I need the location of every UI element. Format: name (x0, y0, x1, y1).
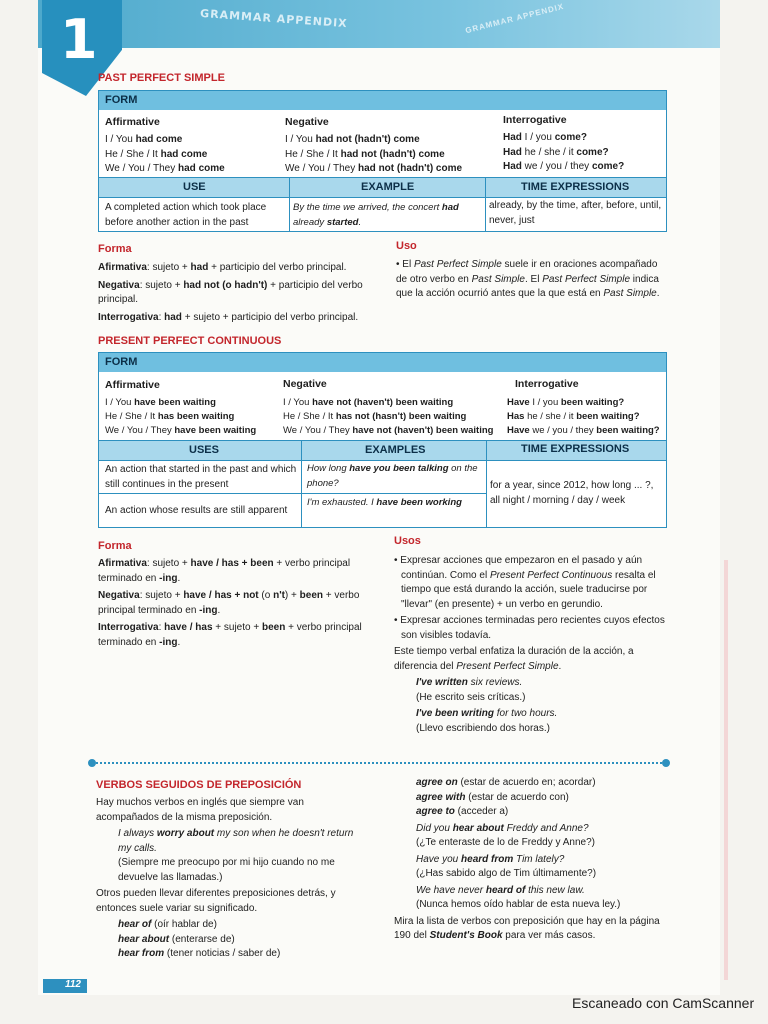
pps-use-text: A completed action which took place before another action in the past (105, 202, 267, 228)
verbos-right-column: agree on (estar de acuerdo en; acordar) agree with (estar de acuerdo con) agree to (acceder a) Did you hear about Freddy and Anne? (¿Te enteraste de lo de Freddy y Anne?) Have you heard from Tim lately? (¿Has sabido algo de Tim últimamente?) We have never heard of this new law. (Nunca hemos oído hablar de esta nueva ley.) Mira la lista de verbos con preposición que hay en la página 190 del Student's Book para ver más casos. (394, 777, 660, 941)
ppc-use1: An action that started in the past and which still continues in the present (105, 464, 297, 490)
band-text-2: GRAMMAR APPENDIX (464, 1, 566, 36)
pps-col-int: Interrogative (503, 114, 567, 126)
pps-example-label: EXAMPLE (361, 181, 415, 193)
ppc-int-lines: Have I / you been waiting? Has he / she / it been waiting? Have we / you / they been waiting? (507, 397, 660, 436)
ppc-time-text: for a year, since 2012, how long ... ?, all night / morning / day / week (490, 480, 654, 506)
pps-time-label: TIME EXPRESSIONS (521, 181, 630, 193)
page-number: 112 (65, 979, 81, 990)
band-text: GRAMMAR APPENDIX (199, 6, 349, 31)
ppc-forma-title: Forma (98, 540, 132, 552)
ppc-uses-label: USES (189, 444, 219, 456)
pps-table (98, 90, 667, 232)
ppc-aff-lines: I / You have been waiting He / She / It has been waiting We / You / They have been waiting (105, 397, 257, 436)
section-title-verbos: VERBOS SEGUIDOS DE PREPOSICIÓN (96, 779, 302, 791)
verbos-left-column: Hay muchos verbos en inglés que siempre van acompañados de la misma preposición. I always worry about my son when he doesn't return my calls. (Siempre me preocupo por mi hijo cuando no me devuelve las llamadas.) Otros pueden llevar diferentes preposiciones detrás, y entonces suele variar su significado. hear of (oír hablar de) hear about (enterarse de) hear from (tener noticias / saber de) (96, 797, 354, 959)
ppc-ex2: I'm exhausted. I have been working (307, 497, 462, 508)
pps-int-lines: Had I / you come? Had he / she / it come? Had we / you / they come? (503, 132, 625, 172)
ppc-examples-label: EXAMPLES (365, 444, 426, 456)
page-edge (724, 560, 728, 980)
pps-time-text: already, by the time, after, before, until, never, just (489, 200, 662, 226)
ppc-col-neg: Negative (283, 378, 327, 390)
ppc-forma-text: Afirmativa: sujeto + have / has + been + verbo principal terminado en -ing. Negativa: sujeto + have / has + not (o n't) + been + verbo principal terminado en -ing. Interrogativa: have / has + sujeto + been + verbo principal terminado en -ing. (98, 558, 362, 648)
ppc-time-label: TIME EXPRESSIONS (521, 443, 630, 455)
ppc-col-int: Interrogative (515, 378, 579, 390)
header-band (38, 0, 720, 48)
pps-example-text: By the time we arrived, the concert had already started. (293, 202, 459, 228)
pps-uso-title: Uso (396, 240, 417, 252)
ppc-neg-lines: I / You have not (haven't) been waiting He / She / It has not (hasn't) been waiting We / You / They have not (haven't) been waiting (283, 397, 494, 436)
pps-forma-text: Afirmativa: sujeto + had + participio del verbo principal. Negativa: sujeto + had not (o hadn't) + participio del verbo principal. Interrogativa: had + sujeto + participio del verbo principal. (98, 262, 363, 323)
pps-forma-title: Forma (98, 243, 132, 255)
section-title-pps: PAST PERFECT SIMPLE (98, 72, 225, 84)
ppc-form-header: FORM (99, 353, 666, 372)
pps-uso-text: • El Past Perfect Simple suele ir en oraciones acompañado de otro verbo en Past Simple. El Past Perfect Simple indica que la acción ocurrió antes que la que está en Past Simple. (396, 259, 660, 299)
ppc-use2: An action whose results are still apparent (105, 505, 288, 516)
pps-col-neg: Negative (285, 116, 329, 128)
section-title-ppc: PRESENT PERFECT CONTINUOUS (98, 335, 282, 347)
pps-neg-lines: I / You had not (hadn't) come He / She / It had not (hadn't) come We / You / They had not (hadn't) come (285, 134, 463, 174)
ppc-col-aff: Affirmative (105, 379, 160, 391)
page-number-box (43, 979, 87, 993)
dotted-divider (92, 762, 662, 764)
pps-form-header: FORM (99, 91, 666, 110)
pps-aff-lines: I / You had come He / She / It had come We / You / They had come (105, 134, 225, 174)
divider-dot-right (662, 759, 670, 767)
ppc-usos-title: Usos (394, 535, 421, 547)
divider-dot-left (88, 759, 96, 767)
pps-use-label: USE (183, 181, 206, 193)
ppc-usos-text: • Expresar acciones que empezaron en el pasado y aún continúan. Como el Present Perfect Continuous resalta el tiempo que está durando la acción, suele traducirse por "llevar" (en presente) + un verbo en gerundio. • Expresar acciones terminadas pero recientes cuyos efectos son visibles todavía. Este tiempo verbal enfatiza la duración de la acción, a diferencia del Present Perfect Simple. I've written six reviews. (He escrito seis críticas.) I've been writing for two hours. (Llevo escribiendo dos horas.) (394, 555, 665, 734)
ppc-ex1: How long have you been talking on the phone? (307, 463, 478, 489)
pps-col-aff: Affirmative (105, 116, 160, 128)
scanner-watermark: Escaneado con CamScanner (572, 995, 755, 1011)
unit-number: 1 (60, 8, 98, 71)
ppc-table (98, 352, 667, 528)
